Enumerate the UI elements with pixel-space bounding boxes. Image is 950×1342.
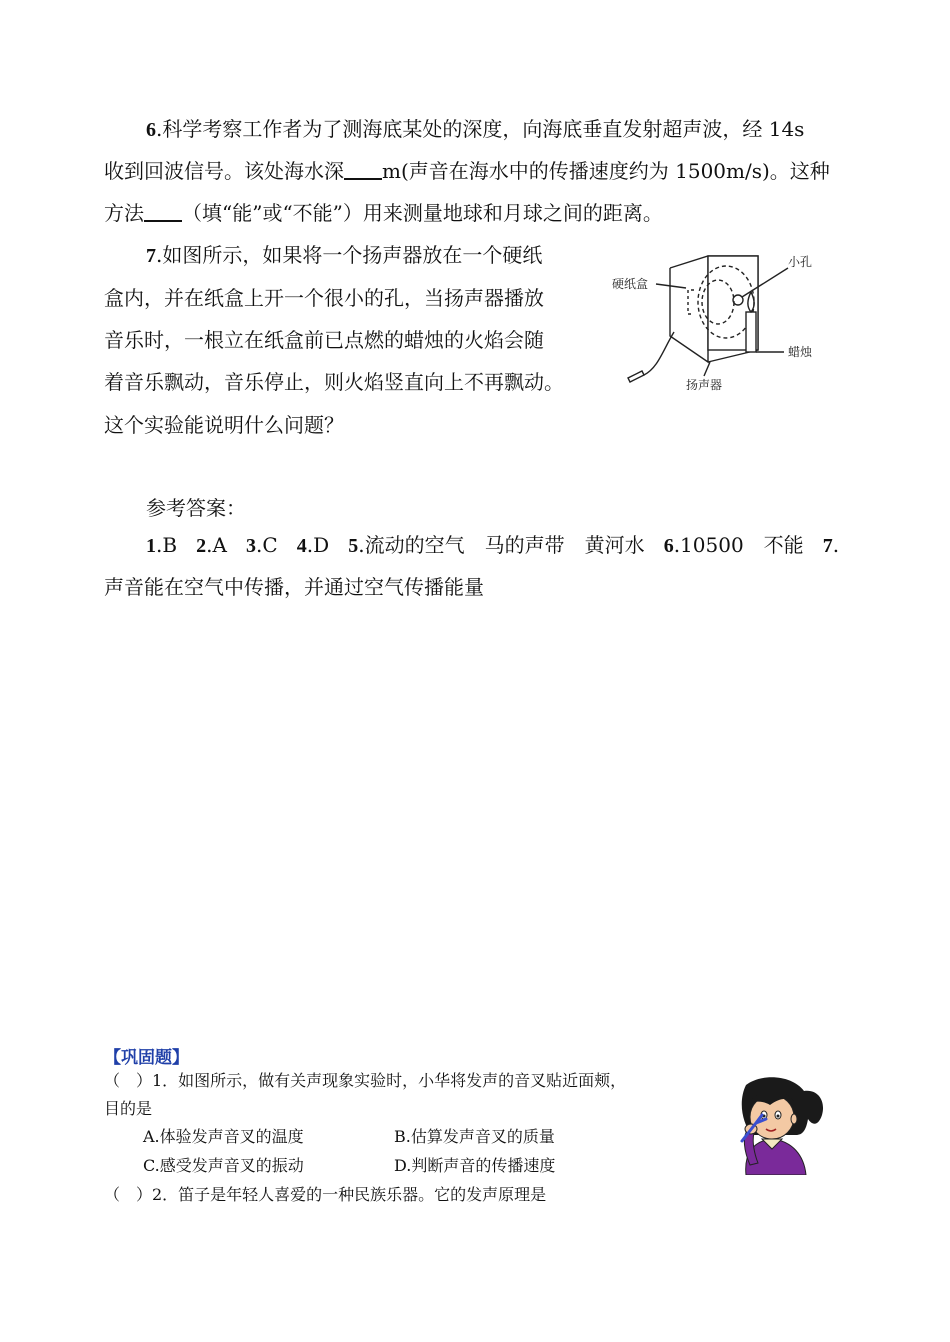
q7-text-1: .如图所示，如果将一个扬声器放在一个硬纸 <box>156 243 543 267</box>
girl-tuning-fork-illustration <box>722 1075 827 1175</box>
label-speaker: 扬声器 <box>686 378 723 392</box>
option-b: B.估算发声音叉的质量 <box>394 1127 555 1146</box>
q7-line-3: 音乐时，一根立在纸盒前已点燃的蜡烛的火焰会随 <box>104 328 544 352</box>
speaker-box-figure <box>608 250 838 395</box>
consolidation-q2-line-1: （ ）2．笛子是年轻人喜爱的一种民族乐器。它的发声原理是 <box>104 1185 547 1204</box>
answer-1: .B <box>156 533 178 557</box>
answers-line-2: 声音能在空气中传播，并通过空气传播能量 <box>104 575 484 599</box>
label-small-hole: 小孔 <box>788 255 813 269</box>
answer-4-number: 4 <box>296 535 307 557</box>
q7-line-2: 盒内，并在纸盒上开一个很小的孔，当扬声器播放 <box>104 286 544 310</box>
answer-6: .10500 不能 <box>673 533 804 557</box>
answer-5: .流动的空气 马的声带 黄河水 <box>358 533 645 557</box>
answer-2-number: 2 <box>196 535 207 557</box>
answer-2: .A <box>206 533 227 557</box>
answer-6-number: 6 <box>663 535 674 557</box>
option-d: D.判断声音的传播速度 <box>394 1156 556 1175</box>
answer-7-number: 7 <box>822 535 833 557</box>
q6-line-2 <box>104 159 830 183</box>
answer-1-number: 1 <box>146 535 156 557</box>
q7-number: 7 <box>146 245 156 267</box>
answer-3: .C <box>256 533 278 557</box>
q7-line-1 <box>146 243 542 268</box>
q6-text-3a: 方法 <box>104 201 144 225</box>
q7-line-5: 这个实验能说明什么问题？ <box>104 413 344 437</box>
option-a: A.体验发声音叉的温度 <box>143 1127 304 1146</box>
q6-line-1 <box>146 117 804 142</box>
girl-tuning-fork-drawing <box>722 1075 827 1175</box>
answers-line-1 <box>146 533 839 558</box>
q6-text-3b: （填“能”或“不能”）用来测量地球和月球之间的距离。 <box>182 201 663 225</box>
consolidation-q1-line-1: （ ）1．如图所示，做有关声现象实验时，小华将发声的音叉贴近面颊， <box>104 1071 627 1090</box>
answer-5-number: 5 <box>348 535 359 557</box>
q6-text-2a: 收到回波信号。该处海水深 <box>104 159 344 183</box>
answer-4: .D <box>306 533 330 557</box>
label-candle: 蜡烛 <box>788 345 813 359</box>
answer-3-number: 3 <box>246 535 257 557</box>
q6-text-2b: m(声音在海水中的传播速度约为 1500m/s)。这种 <box>382 159 830 183</box>
answers-heading: 参考答案： <box>146 496 246 520</box>
q6-line-3 <box>104 201 663 225</box>
speaker-box-diagram <box>608 250 838 395</box>
q6-method-blank[interactable] <box>144 202 182 222</box>
option-c: C.感受发声音叉的振动 <box>143 1156 304 1175</box>
consolidation-q1-line-2: 目的是 <box>104 1099 153 1118</box>
label-paper-box: 硬纸盒 <box>612 277 649 291</box>
q6-depth-blank[interactable] <box>344 160 382 180</box>
q6-number: 6 <box>146 119 156 141</box>
q7-line-4: 着音乐飘动，音乐停止，则火焰竖直向上不再飘动。 <box>104 370 564 394</box>
answer-7-dot: . <box>832 533 840 557</box>
q6-text-1: .科学考察工作者为了测海底某处的深度，向海底垂直发射超声波，经 14s <box>156 117 805 141</box>
consolidation-title: 【巩固题】 <box>104 1048 189 1068</box>
